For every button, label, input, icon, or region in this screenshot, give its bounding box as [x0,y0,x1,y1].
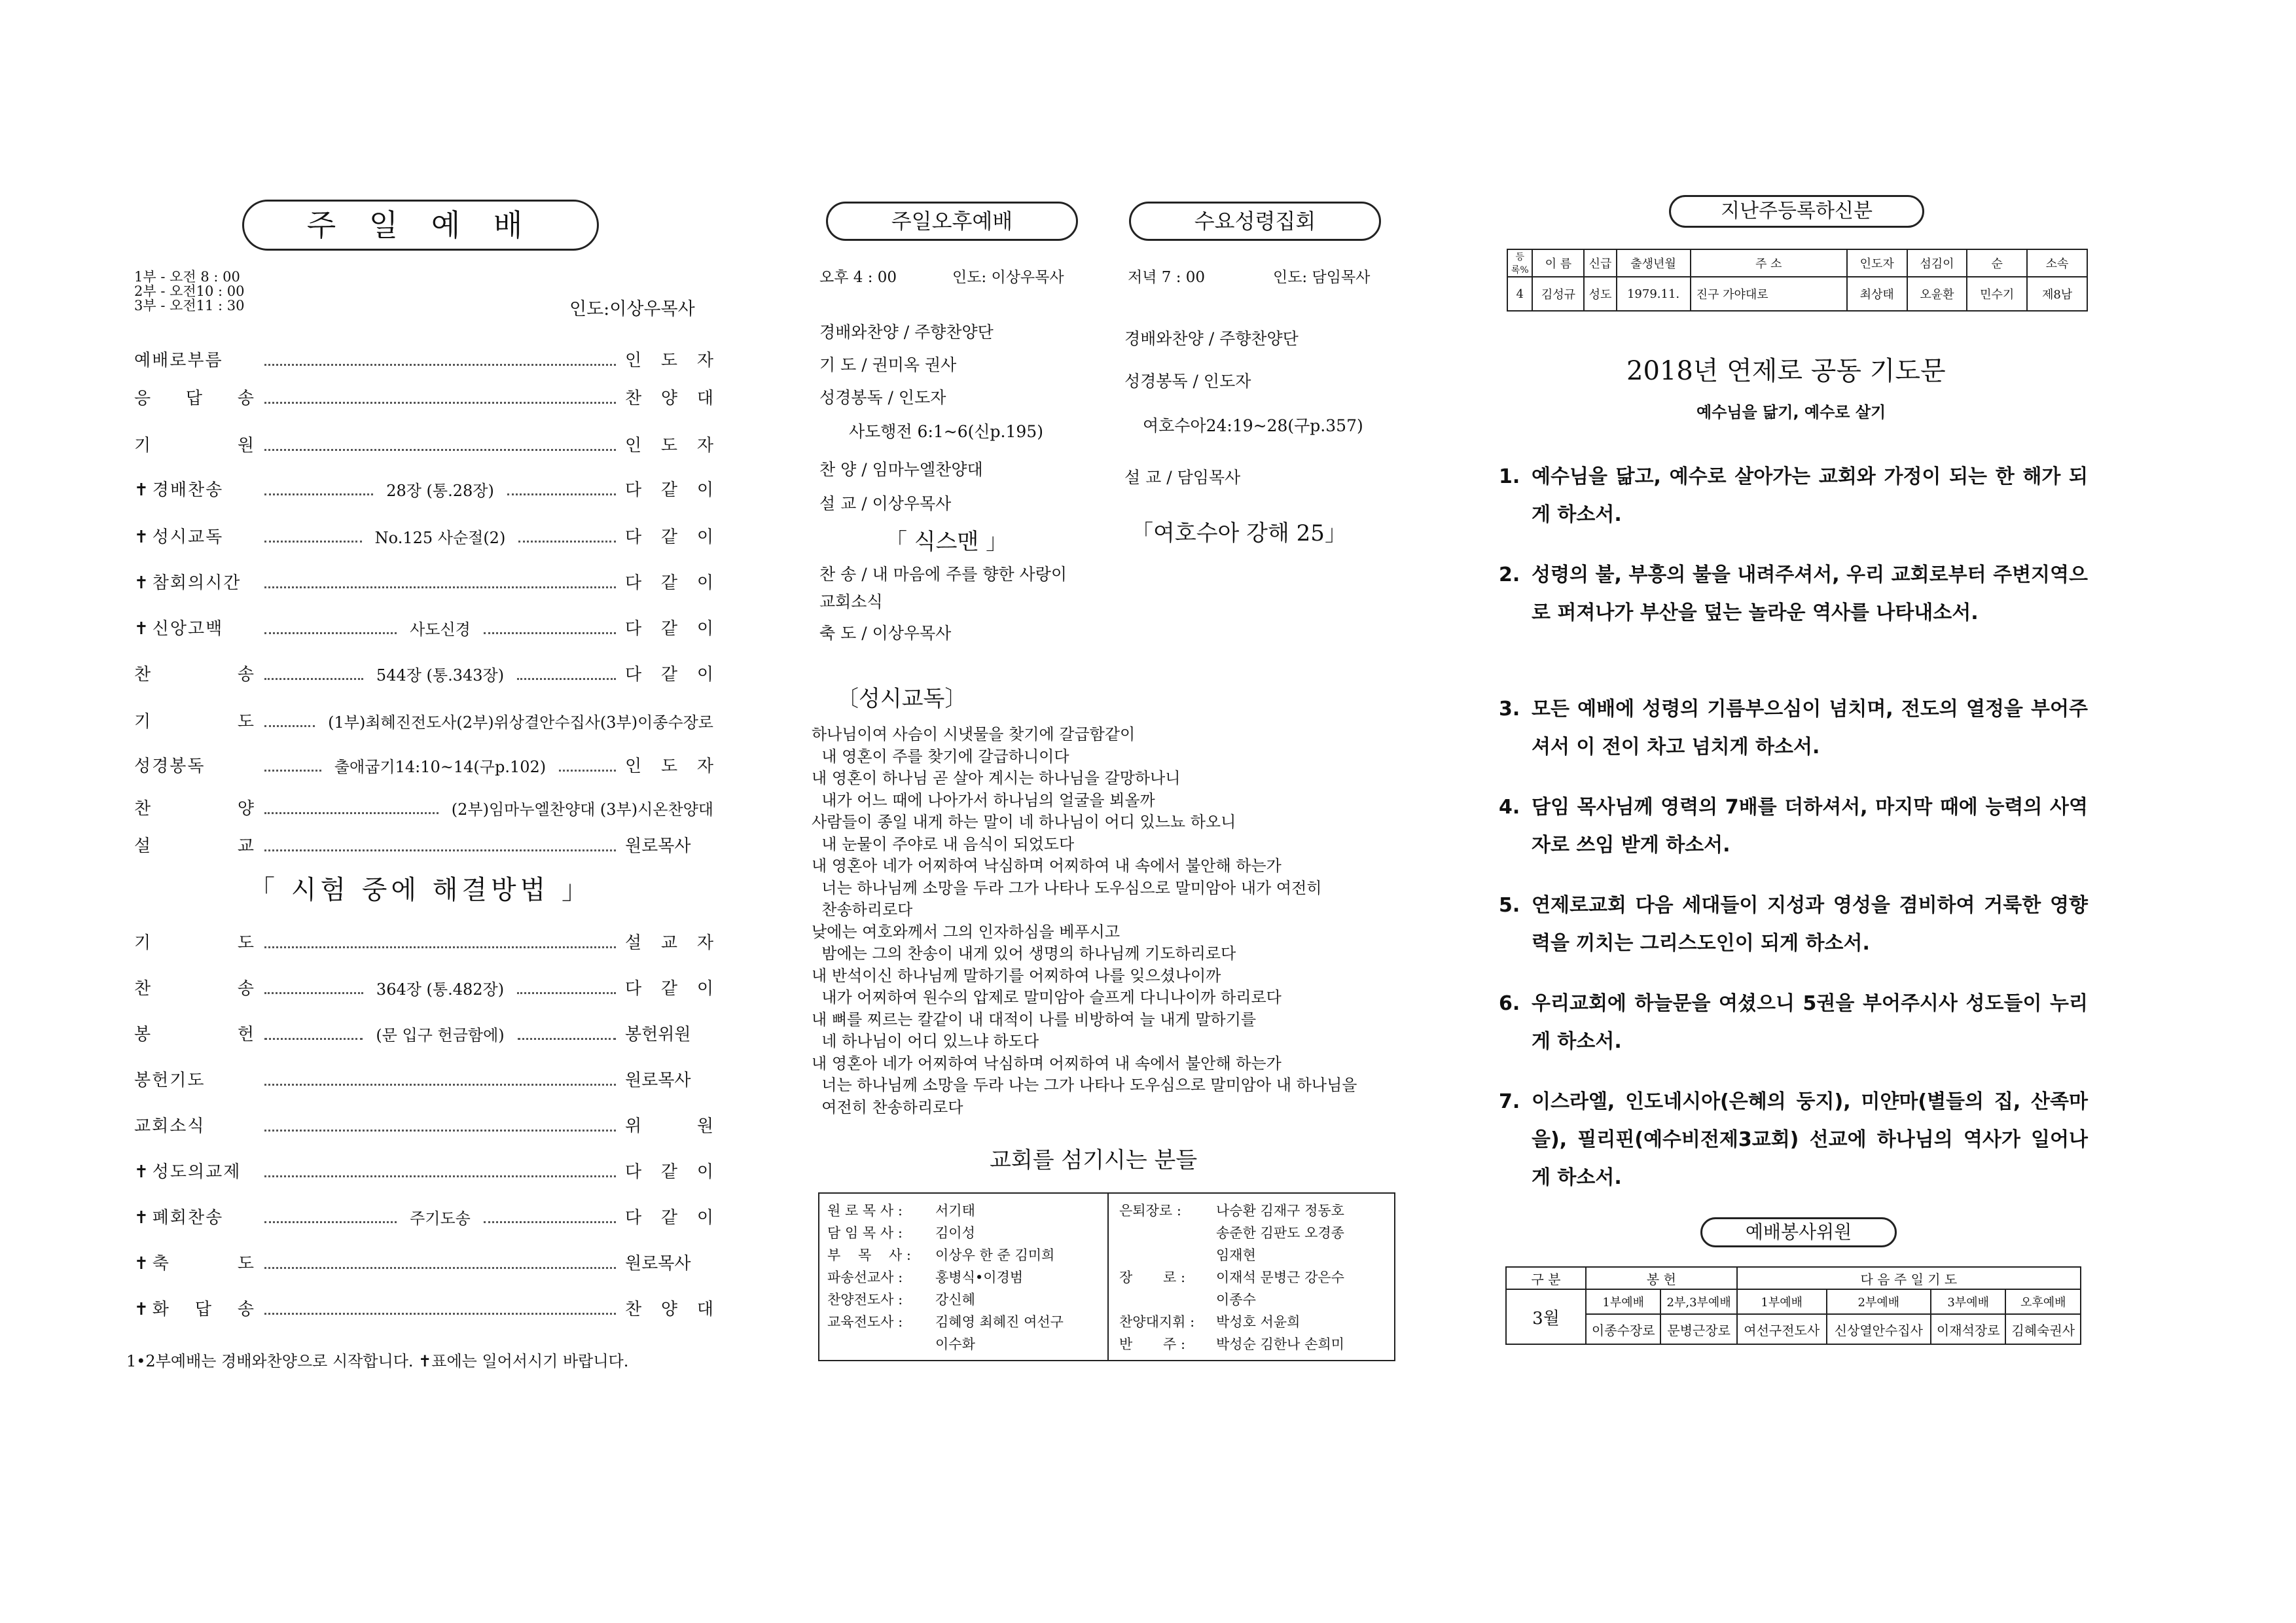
staff-names: 박성순 김한나 손희미 [1216,1336,1344,1352]
servers-subhead: 3부예배 [1931,1289,2005,1314]
prayer-item [1499,556,2088,632]
leader-dots [507,493,616,495]
order-label: 성경봉독 [134,757,206,776]
psalm-line: 내가 어느 때에 나아가서 하나님의 얼굴을 뵈올까 [812,791,1155,810]
newcomer-header: 인도자 [1847,249,1907,277]
staff-role: 찬양전도사 : [827,1292,903,1308]
order-label: 찬 송 [134,665,255,685]
leader-dots [264,770,321,772]
servers-title: 예배봉사위원 [1700,1217,1897,1247]
leader-dots [559,770,616,772]
leader-dots [518,541,616,543]
staff-row [827,1334,975,1353]
staff-row [827,1311,1064,1331]
leader-dots [517,992,616,994]
wednesday-item: 경배와찬양 / 주향찬양단 [1124,329,1299,348]
order-person: 원로목사 [625,836,691,856]
order-person: 찬 양 대 [625,389,713,408]
main-leader: 인도:이상우목사 [569,299,695,319]
staff-role: 원 로 목 사 : [827,1203,903,1219]
afternoon-item: 성경봉독 / 인도자 [819,388,946,407]
staff-row [827,1267,1023,1287]
staff-names: 이수화 [935,1336,975,1352]
psalm-line: 사람들이 종일 내게 하는 말이 네 하나님이 어디 있느뇨 하오니 [812,813,1236,831]
psalm-title: 〔성시교독〕 [836,686,967,712]
staff-names: 강신혜 [935,1292,975,1308]
servers-name: 이종수장로 [1586,1314,1660,1344]
cross-icon: ✝ [134,573,150,593]
order-row [134,708,713,732]
order-label: 기 원 [134,436,255,455]
order-label: ✝ 화 답 송 [134,1300,255,1319]
leader-dots [264,946,616,948]
psalm-line: 너는 하나님께 소망을 두라 그가 나타나 도우심으로 말미암아 내가 여전히 [812,878,1322,897]
psalm-line: 내 뼈를 찌르는 칼같이 내 대적이 나를 비방하여 늘 내게 말하기를 [812,1010,1257,1029]
psalm-line: 내 영혼아 네가 어찌하여 낙심하며 어찌하여 내 속에서 불안해 하는가 [812,857,1282,875]
staff-row [1119,1311,1300,1331]
newcomer-cell: 4 [1507,277,1532,311]
staff-row [1119,1334,1344,1353]
servers-month: 3월 [1506,1289,1586,1344]
cross-icon: ✝ [134,619,150,639]
newcomer-cell: 성도 [1584,277,1616,311]
servers-table [1505,1266,2081,1345]
servers-subhead-row [1506,1289,2081,1314]
newcomer-cell: 제8남 [2027,277,2087,311]
order-person: 인 도 자 [625,436,713,455]
staff-names: 홍병식•이경범 [935,1270,1024,1285]
newcomer-header: 소속 [2027,249,2087,277]
afternoon-item: 찬 송 / 내 마음에 주를 향한 사랑이 [819,565,1067,584]
afternoon-leader: 인도: 이상우목사 [952,269,1064,286]
leader-dots [484,1221,616,1223]
afternoon-item: 찬 양 / 임마누엘찬양대 [819,460,983,479]
order-person: 다 같 이 [625,619,713,639]
prayer-number: 2. [1499,563,1520,586]
psalm-line: 내 영혼이 하나님 곧 살아 계시는 하나님을 갈망하나니 [812,769,1181,787]
order-person: 원로목사 [625,1071,691,1090]
order-row [134,1113,713,1137]
order-row [134,1021,713,1045]
staff-role: 담 임 목 사 : [827,1225,903,1241]
prayer-subtitle: 예수님을 닮기, 예수로 살기 [1696,403,1886,421]
newcomer-cell: 민수기 [1967,277,2027,311]
order-row [134,795,713,819]
staff-role: 은퇴장로 : [1119,1203,1181,1219]
order-person: 인 도 자 [625,757,714,776]
leader-dots [264,541,362,543]
staff-row [827,1222,975,1242]
leader-dots [264,632,397,634]
order-label: 찬 송 [134,979,255,999]
newcomer-header: 등록% [1507,249,1532,277]
servers-name: 신상열안수집사 [1827,1314,1931,1344]
servers-header-row [1506,1267,2081,1289]
order-detail: (1부)최혜진전도사(2부)위상결안수집사(3부)이종수장로 [328,713,713,732]
staff-divider [1107,1194,1109,1360]
staff-names: 이종수 [1216,1292,1256,1308]
leader-dots [264,1175,616,1177]
leader-dots [264,586,616,588]
standing-note: 1•2부예배는 경배와찬양으로 시작합니다. ✝표에는 일어서시기 바랍니다. [126,1352,629,1370]
afternoon-item: 축 도 / 이상우목사 [819,624,952,643]
order-label: ✝ 신앙고백 [134,619,224,639]
newcomer-header-row [1507,249,2087,277]
order-label: 교회소식 [134,1116,206,1136]
leader-dots [264,725,315,727]
staff-names: 이재석 문병근 강은수 [1216,1270,1344,1285]
order-row [134,385,713,409]
order-row [134,476,713,501]
order-person: 위 원 [625,1116,713,1136]
order-row [134,569,713,594]
newcomer-header: 신급 [1584,249,1616,277]
order-label: ✝ 경배찬송 [134,480,224,500]
servers-subhead: 2부예배 [1827,1289,1931,1314]
order-detail: No.125 사순절(2) [374,529,506,547]
afternoon-sermon-title: 「 식스맨 」 [885,529,1009,555]
servers-name: 문병근장로 [1660,1314,1736,1344]
order-label: 봉헌기도 [134,1071,206,1090]
staff-names: 김혜영 최혜진 여선구 [935,1314,1064,1330]
newcomer-title: 지난주등록하신분 [1669,195,1924,228]
newcomer-header: 주 소 [1691,249,1847,277]
cross-icon: ✝ [134,1208,150,1228]
psalm-line: 내 영혼이 주를 찾기에 갈급하니이다 [812,747,1069,766]
leader-dots [264,849,616,851]
prayer-text: 담임 목사님께 영력의 7배를 더하셔서, 마지막 때에 능력의 사역자로 쓰임 받게 하소서. [1532,796,2088,857]
newcomer-header: 출생년월 [1617,249,1691,277]
staff-title: 교회를 섬기시는 분들 [990,1147,1198,1173]
order-label: 설 교 [134,836,255,856]
prayer-item [1499,1083,2088,1197]
order-person: 다 같 이 [625,979,713,999]
order-row [134,524,713,548]
cross-icon: ✝ [134,1254,150,1274]
order-label: 예배로부름 [134,351,223,370]
leader-dots [484,632,616,634]
order-row [134,432,713,456]
order-detail: 출애굽기14:10~14(구p.102) [334,758,547,776]
order-detail: 사도신경 [410,620,471,639]
order-person: 다 같 이 [625,480,713,500]
main-service-title: 주 일 예 배 [242,200,599,251]
staff-names: 서기태 [935,1203,975,1219]
staff-box [818,1192,1395,1361]
order-row [134,1250,713,1274]
newcomer-header: 섬김이 [1907,249,1967,277]
servers-name-row [1506,1314,2081,1344]
cross-icon: ✝ [134,1300,150,1319]
order-person: 다 같 이 [625,665,713,685]
order-row [134,347,713,371]
order-row [134,832,713,857]
order-row [134,975,713,999]
newcomer-header: 순 [1967,249,2027,277]
prayer-item [1499,887,2088,963]
cross-icon: ✝ [134,527,150,547]
leader-dots [264,1130,616,1132]
newcomer-header: 이 름 [1532,249,1584,277]
order-row [134,1204,713,1228]
prayer-text: 우리교회에 하늘문을 여셨으니 5권을 부어주시사 성도들이 누리게 하소서. [1532,992,2088,1053]
leader-dots [264,493,373,495]
psalm-line: 찬송하리로다 [812,901,913,919]
prayer-item [1499,985,2088,1061]
staff-role: 반 주 : [1119,1336,1186,1352]
psalm-line: 네 하나님이 어디 있느냐 하도다 [812,1032,1039,1050]
prayer-text: 이스라엘, 인도네시아(은혜의 둥지), 미얀마(별들의 집, 산족마을), 필리핀(예수비전제3교회) 선교에 하나님의 역사가 일어나게 하소서. [1532,1090,2088,1189]
staff-role: 부 목 사 : [827,1247,912,1263]
staff-names: 이상우 한 준 김미희 [935,1247,1055,1263]
order-row [134,1067,713,1091]
order-label: 응 답 송 [134,389,255,408]
order-row [134,1296,713,1320]
afternoon-item: 기 도 / 권미옥 권사 [819,355,957,374]
wednesday-item: 설 교 / 담임목사 [1124,468,1241,487]
psalm-line: 여전히 찬송하리로다 [812,1097,963,1116]
psalm-line: 내 반석이신 하나님께 말하기를 어찌하여 나를 잊으셨나이까 [812,966,1221,985]
order-label: 찬 양 [134,799,255,819]
order-row [134,615,713,639]
order-row [134,929,713,954]
order-detail: (문 입구 헌금함에) [376,1026,505,1044]
staff-names: 박성호 서윤희 [1216,1314,1300,1330]
prayer-number: 1. [1499,465,1520,488]
newcomer-cell: 진구 가야대로 [1691,277,1847,311]
order-person: 봉헌위원 [625,1025,691,1044]
service-times: 1부 - 오전 8 : 00 2부 - 오전10 : 00 3부 - 오전11 : 30 [134,269,245,313]
order-label: 기 도 [134,712,255,732]
order-label: 봉 헌 [134,1025,255,1044]
order-label: ✝ 성도의교제 [134,1162,242,1182]
order-detail: (2부)임마누엘찬양대 (3부)시온찬양대 [451,800,713,819]
servers-header: 다 음 주 일 기 도 [1737,1267,2081,1289]
order-label: ✝ 축 도 [134,1254,255,1274]
order-detail: 28장 (통.28장) [386,482,494,500]
servers-header: 구 분 [1506,1267,1586,1289]
psalm-line: 낮에는 여호와께서 그의 인자하심을 베푸시고 [812,922,1121,941]
order-label: ✝ 참회의시간 [134,573,242,593]
leader-dots [264,1221,397,1223]
prayer-item [1499,789,2088,865]
order-row [134,753,713,777]
order-detail: 544장 (통.343장) [376,666,505,685]
wednesday-time: 저녁 7 : 00 [1128,269,1206,286]
staff-row [827,1289,975,1309]
leader-dots [264,1038,363,1040]
order-label: ✝ 폐회찬송 [134,1208,224,1228]
order-person: 다 같 이 [625,1162,713,1182]
order-person: 인 도 자 [625,351,713,370]
staff-role: 교육전도사 : [827,1314,903,1330]
leader-dots [518,1038,616,1040]
psalm-line: 내 눈물이 주야로 내 음식이 되었도다 [812,834,1075,853]
staff-names: 나승환 김재구 정동호 [1216,1203,1344,1219]
staff-row [1119,1200,1344,1220]
staff-role: 파송선교사 : [827,1270,903,1285]
order-row [134,1158,713,1183]
servers-subhead: 1부예배 [1737,1289,1827,1314]
prayer-number: 4. [1499,796,1520,819]
leader-dots [517,678,616,680]
afternoon-time: 오후 4 : 00 [819,269,897,286]
order-person: 다 같 이 [625,573,713,593]
prayer-title: 2018년 연제로 공동 기도문 [1626,356,1946,386]
staff-row [1119,1222,1344,1242]
cross-icon: ✝ [134,480,150,500]
order-person: 원로목사 [625,1254,691,1274]
wednesday-service-title: 수요성령집회 [1129,202,1381,241]
afternoon-item: 사도행전 6:1~6(신p.195) [849,422,1043,441]
psalm-line: 너는 하나님께 소망을 두라 나는 그가 나타나 도우심으로 말미암아 내 하나님을 [812,1076,1357,1094]
newcomer-table [1507,249,2088,312]
newcomer-cell: 김성규 [1532,277,1584,311]
prayer-text: 성령의 불, 부흥의 불을 내려주셔서, 우리 교회로부터 주변지역으로 퍼져나가 부산을 덮는 놀라운 역사를 나타내소서. [1532,563,2088,624]
servers-name: 이재석장로 [1931,1314,2005,1344]
staff-row [1119,1245,1256,1264]
servers-name: 여선구전도사 [1737,1314,1827,1344]
newcomer-cell: 최상태 [1847,277,1907,311]
leader-dots [264,992,363,994]
wednesday-item: 성경봉독 / 인도자 [1124,372,1251,391]
leader-dots [264,1313,616,1315]
leader-dots [264,1267,616,1269]
cross-icon: ✝ [134,1162,150,1182]
leader-dots [264,449,616,451]
afternoon-item: 설 교 / 이상우목사 [819,494,952,513]
prayer-number: 5. [1499,894,1520,917]
order-detail: 주기도송 [410,1209,471,1228]
afternoon-service-title: 주일오후예배 [826,202,1078,241]
afternoon-item: 경배와찬양 / 주향찬양단 [819,323,994,342]
leader-dots [264,1084,616,1086]
staff-role: 찬양대지휘 : [1119,1314,1195,1330]
wednesday-sermon-title: 「여호수아 강해 25」 [1131,520,1347,546]
order-row [134,661,713,685]
order-person: 찬 양 대 [625,1300,713,1319]
psalm-line: 내가 어찌하여 원수의 압제로 말미암아 슬프게 다니나이까 하리로다 [812,988,1282,1007]
prayer-text: 예수님을 닮고, 예수로 살아가는 교회와 가정이 되는 한 해가 되게 하소서. [1532,465,2088,526]
staff-row [1119,1289,1256,1309]
psalm-line: 밤에는 그의 찬송이 내게 있어 생명의 하나님께 기도하리로다 [812,944,1236,963]
prayer-number: 6. [1499,992,1520,1015]
order-person: 다 같 이 [625,527,713,547]
prayer-number: 3. [1499,698,1520,721]
staff-names: 김이성 [935,1225,975,1241]
staff-role: 장 로 : [1119,1270,1186,1285]
leader-dots [264,812,439,814]
wednesday-item: 여호수아24:19~28(구p.357) [1143,416,1363,435]
leader-dots [264,364,616,366]
newcomer-cell: 1979.11. [1617,277,1691,311]
prayer-text: 연제로교회 다음 세대들이 지성과 영성을 겸비하여 거룩한 영향력을 끼치는 그리스도인이 되게 하소서. [1532,894,2088,955]
staff-names: 송준한 김판도 오경종 [1216,1225,1344,1241]
psalm-line: 내 영혼아 네가 어찌하여 낙심하며 어찌하여 내 속에서 불안해 하는가 [812,1054,1282,1073]
order-label: 기 도 [134,933,255,953]
main-sermon-title: 「 시험 중에 해결방법 」 [249,875,592,905]
order-label: ✝ 성시교독 [134,527,224,547]
order-person: 설 교 자 [625,933,713,953]
servers-subhead: 오후예배 [2005,1289,2081,1314]
prayer-number: 7. [1499,1090,1520,1113]
psalm-line: 하나님이여 사슴이 시냇물을 찾기에 갈급함같이 [812,725,1136,743]
staff-row [827,1245,1054,1264]
staff-names: 임재현 [1216,1247,1256,1263]
order-detail: 364장 (통.482장) [376,980,505,999]
leader-dots [264,678,363,680]
servers-header: 봉 헌 [1586,1267,1737,1289]
newcomer-row [1507,277,2087,311]
staff-row [1119,1267,1344,1287]
staff-row [827,1200,975,1220]
afternoon-item: 교회소식 [819,592,883,611]
leader-dots [264,402,616,404]
servers-name: 김혜숙권사 [2005,1314,2081,1344]
wednesday-leader: 인도: 담임목사 [1273,269,1371,286]
servers-subhead: 2부,3부예배 [1660,1289,1736,1314]
servers-subhead: 1부예배 [1586,1289,1660,1314]
newcomer-cell: 오윤환 [1907,277,1967,311]
prayer-text: 모든 예배에 성령의 기름부으심이 넘치며, 전도의 열정을 부어주셔서 이 전이 차고 넘치게 하소서. [1532,698,2088,758]
prayer-item [1499,690,2088,766]
order-person: 다 같 이 [625,1208,713,1228]
prayer-item [1499,458,2088,534]
